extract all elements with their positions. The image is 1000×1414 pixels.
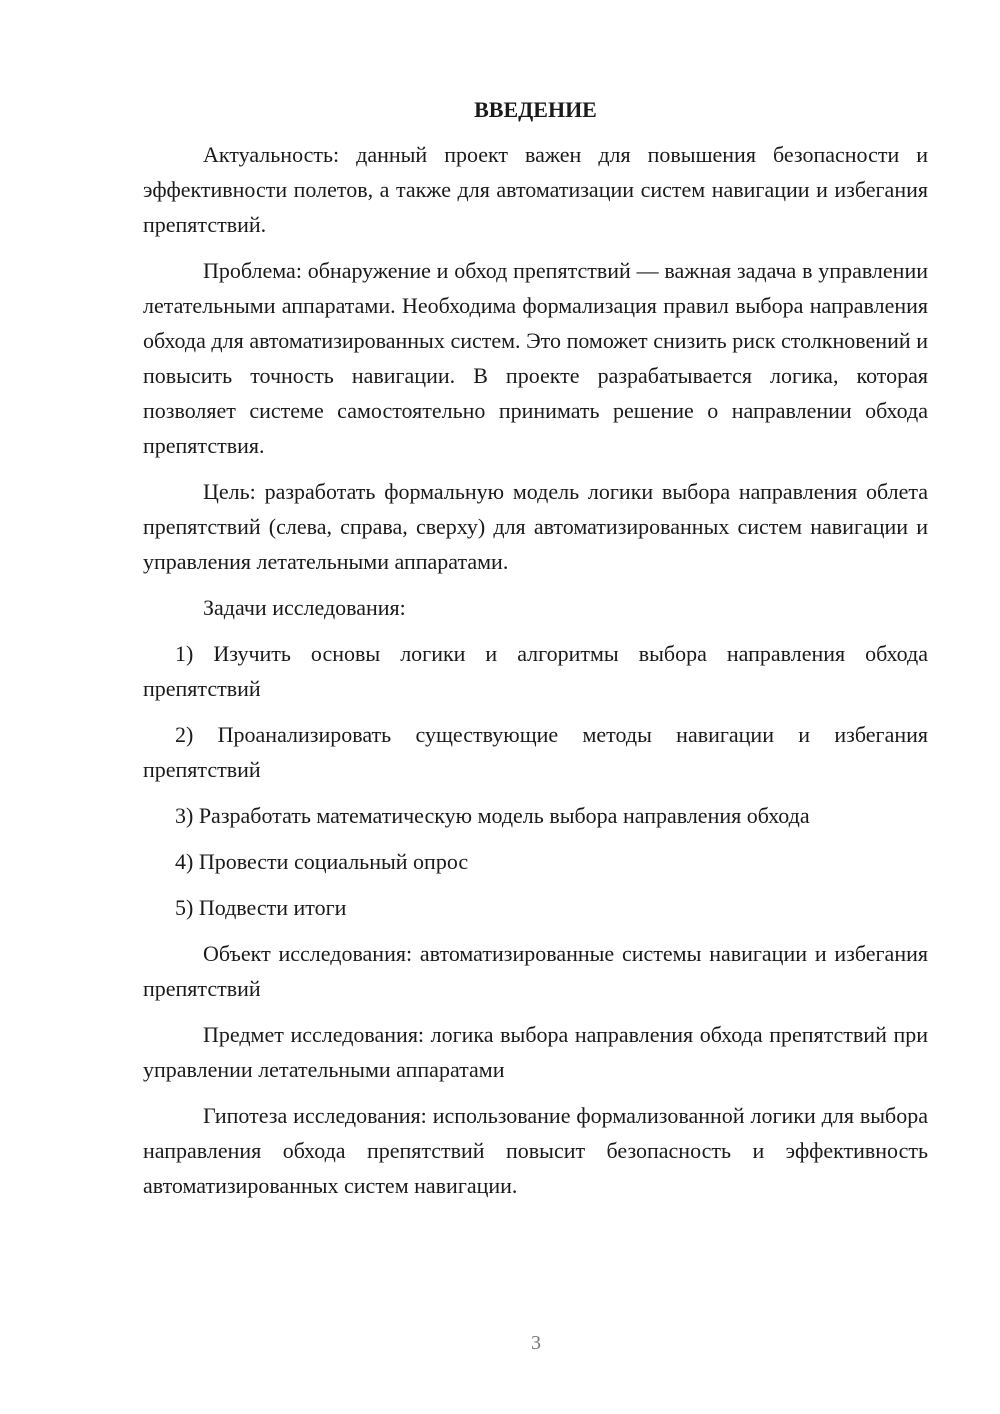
list-item: 1) Изучить основы логики и алгоритмы выбора направления обхода препятствий (143, 641, 928, 701)
relevance-paragraph: Актуальность: данный проект важен для повышения безопасности и эффективности полетов, а также для автоматизации систем навигации и избегания препятствий. (143, 142, 928, 237)
object-paragraph: Объект исследования: автоматизированные системы навигации и избегания препятствий (143, 941, 928, 1001)
list-item: 4) Провести социальный опрос (175, 849, 469, 874)
subject-paragraph: Предмет исследования: логика выбора направления обхода препятствий при управлении летательными аппаратами (143, 1022, 928, 1082)
goal-paragraph: Цель: разработать формальную модель логики выбора направления облета препятствий (слева, справа, сверху) для автоматизированных систем навигации и управления летательными аппаратами. (143, 479, 928, 574)
tasks-intro-paragraph: Задачи исследования: (203, 595, 406, 620)
document-body (143, 95, 928, 1214)
hypothesis-paragraph: Гипотеза исследования: использование формализованной логики для выбора направления обхода препятствий повысит безопасность и эффективность автоматизированных систем навигации. (143, 1103, 928, 1198)
tasks-list (143, 636, 928, 925)
list-item: 3) Разработать математическую модель выбора направления обхода (175, 803, 810, 828)
problem-paragraph: Проблема: обнаружение и обход препятствий — важная задача в управлении летательными аппаратами. Необходима формализация правил выбора направления обхода для автоматизированных систем. Это поможет снизить риск столкновений и повысить точность навигации. В проекте разрабатывается логика, которая позволяет системе самостоятельно принимать решение о направлении обхода препятствия. (143, 258, 928, 458)
page-number: 3 (531, 1332, 541, 1354)
list-item: 5) Подвести итоги (175, 895, 347, 920)
section-heading: ВВЕДЕНИЕ (474, 97, 597, 122)
list-item: 2) Проанализировать существующие методы навигации и избегания препятствий (143, 722, 928, 782)
